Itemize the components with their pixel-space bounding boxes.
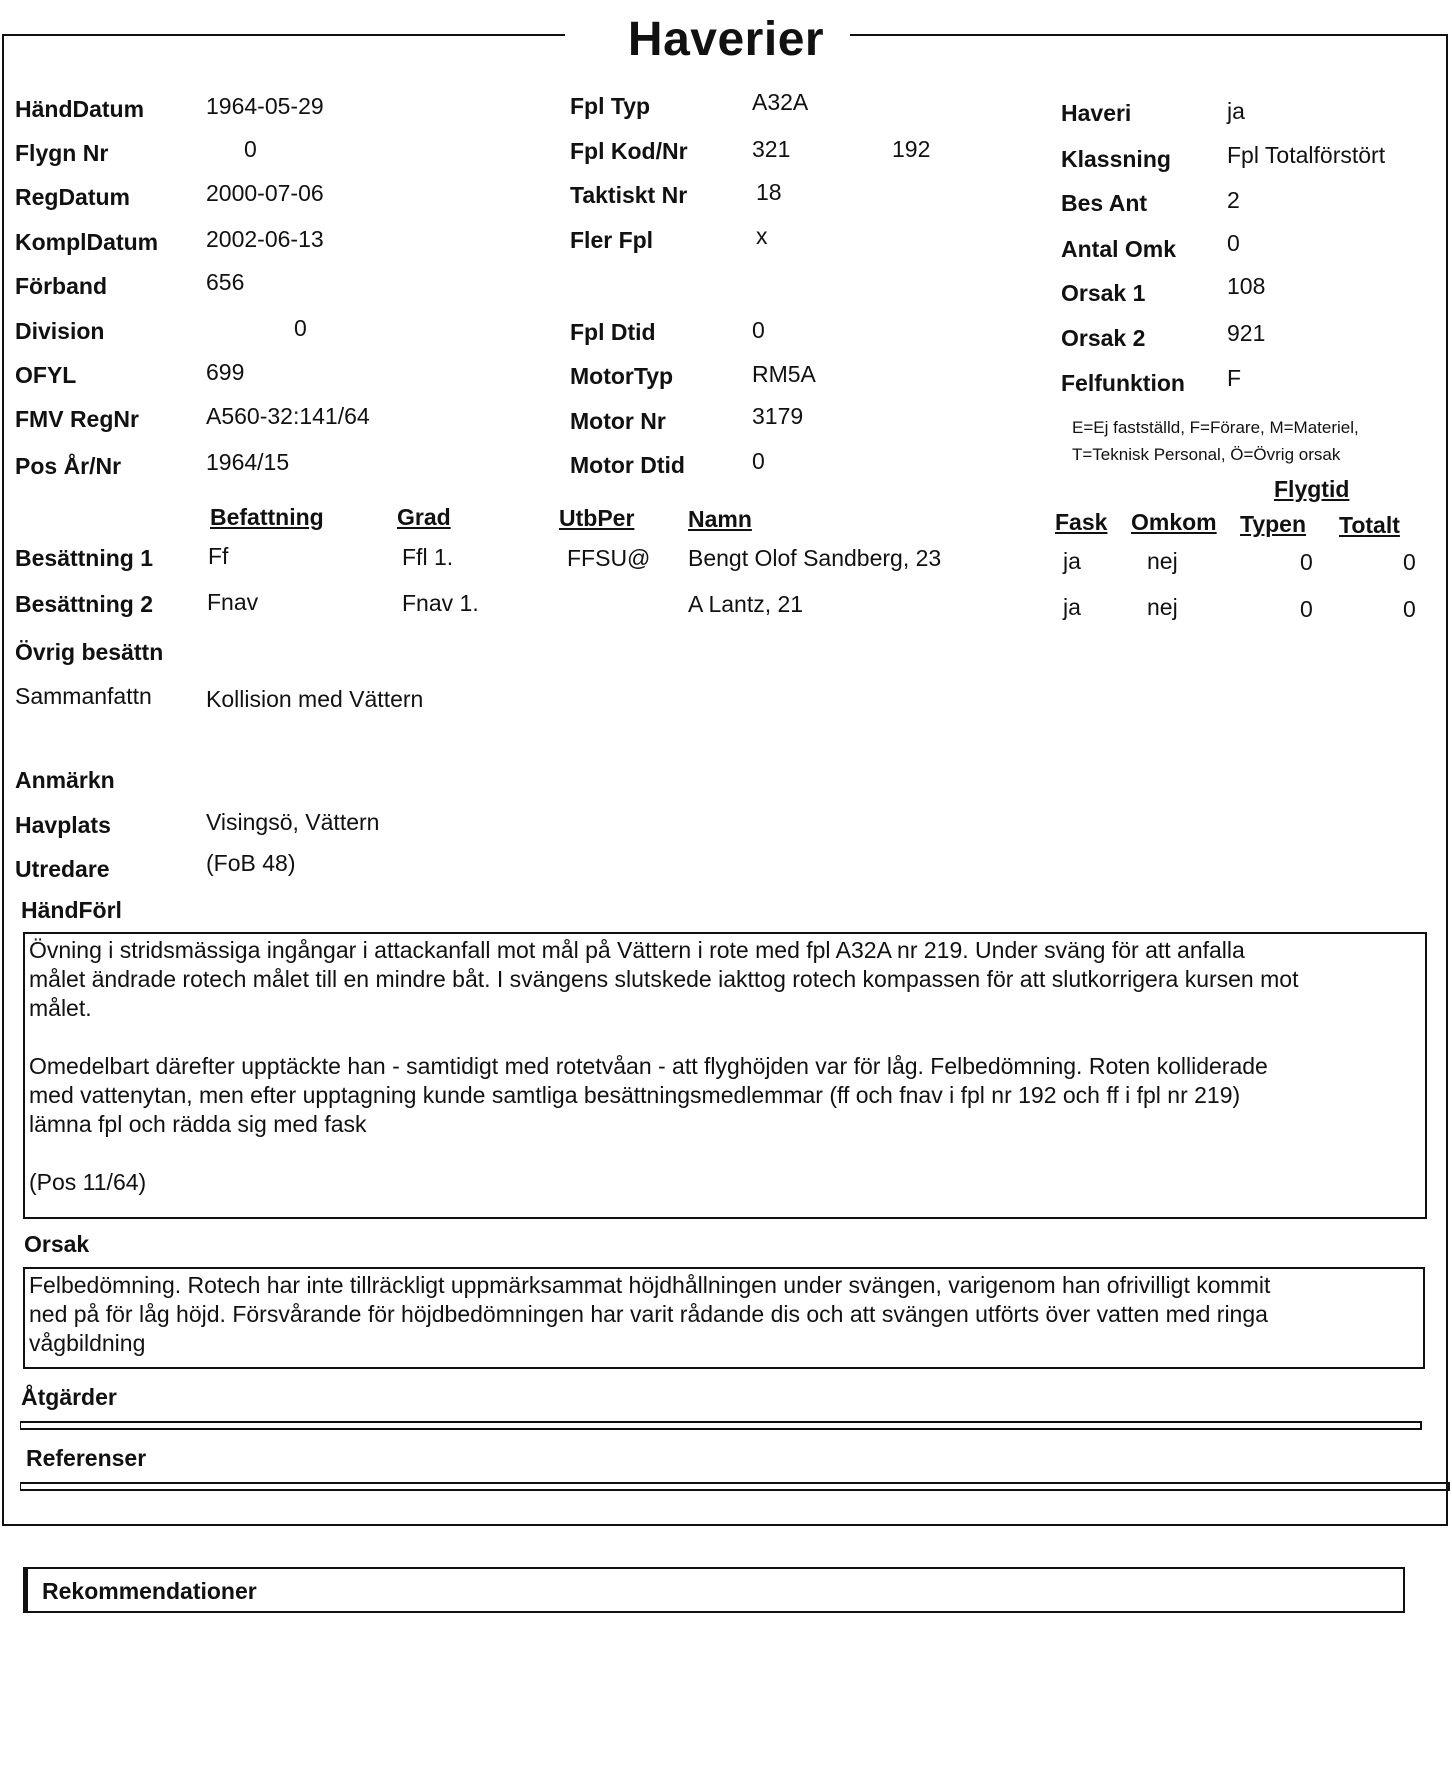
col1-label-6: Division xyxy=(15,318,105,344)
handforl-line-1: Övning i stridsmässiga ingångar i attackanfall mot mål på Vättern i rote med fpl A32A nr 219. Under sväng för att anfalla xyxy=(29,937,1245,963)
col3-label-7: Felfunktion xyxy=(1061,370,1185,396)
referenser-field xyxy=(20,1482,1450,1491)
orsak-text-box xyxy=(23,1267,1425,1369)
crew-row-1-omkom: nej xyxy=(1147,548,1178,574)
col3-value-2: Fpl Totalförstört xyxy=(1227,142,1386,168)
header-totalt: Totalt xyxy=(1339,512,1400,538)
header-typen: Typen xyxy=(1240,511,1307,537)
crew-row-2-namn: A Lantz, 21 xyxy=(688,591,804,617)
col1-label-8: FMV RegNr xyxy=(15,406,139,432)
col3-value-3: 2 xyxy=(1227,187,1240,213)
rekommendationer-box xyxy=(23,1567,1405,1613)
col1-value-2: 0 xyxy=(244,136,257,162)
crew-row-1-utbper: FFSU@ xyxy=(567,545,651,571)
ovrig-besattn-label: Övrig besättn xyxy=(15,639,164,665)
col2-label-3: Taktiskt Nr xyxy=(570,182,688,208)
col2-label-4: Fler Fpl xyxy=(570,227,654,253)
crew-row-1-typen: 0 xyxy=(1300,549,1313,575)
orsak-line-1: Felbedömning. Rotech har inte tillräckligt uppmärksammat höjdhållningen under svängen, varigenom han ofrivilligt kommit xyxy=(29,1272,1271,1298)
orsak-lines xyxy=(29,1271,1419,1358)
col1-value-8: A560-32:141/64 xyxy=(206,403,370,429)
header-flygtid: Flygtid xyxy=(1274,476,1350,502)
handforl-text-box xyxy=(23,932,1427,1219)
col3-label-2: Klassning xyxy=(1061,146,1171,172)
col1-label-9: Pos År/Nr xyxy=(15,453,122,479)
col2-label-6: MotorTyp xyxy=(570,363,674,389)
handforl-line-6: med vattenytan, men efter upptagning kunde samtliga besättningsmedlemmar (ff och fnav i fpl nr 192 och ff i fpl nr 219) xyxy=(29,1082,1241,1108)
crew-row-2-grad: Fnav 1. xyxy=(402,590,479,616)
handforl-line-7: lämna fpl och rädda sig med fask xyxy=(29,1111,367,1137)
havplats-label: Havplats xyxy=(15,812,111,838)
col3-value-4: 0 xyxy=(1227,230,1240,256)
col1-value-3: 2000-07-06 xyxy=(206,180,324,206)
col1-value-7: 699 xyxy=(206,359,245,385)
felfunktion-note-line-2: T=Teknisk Personal, Ö=Övrig orsak xyxy=(1072,445,1341,464)
col3-value-7: F xyxy=(1227,365,1242,391)
havplats-value: Visingsö, Vättern xyxy=(206,809,380,835)
crew-row-1-totalt: 0 xyxy=(1403,549,1416,575)
col1-value-6: 0 xyxy=(294,315,307,341)
col3-label-1: Haveri xyxy=(1061,100,1132,126)
col2-value-5: 0 xyxy=(752,317,765,343)
crew-row-2-totalt: 0 xyxy=(1403,596,1416,622)
header-befattning: Befattning xyxy=(210,504,324,530)
col1-label-2: Flygn Nr xyxy=(15,140,109,166)
col1-label-1: HändDatum xyxy=(15,96,145,122)
anmarkn-label: Anmärkn xyxy=(15,767,115,793)
crew-row-2-fask: ja xyxy=(1063,594,1081,620)
col3-value-1: ja xyxy=(1227,98,1245,124)
col1-label-3: RegDatum xyxy=(15,184,131,210)
sammanfattn-label: Sammanfattn xyxy=(15,683,152,709)
crew-row-2-typen: 0 xyxy=(1300,596,1313,622)
handforl-lines xyxy=(29,936,1421,1197)
col2-value-8: 0 xyxy=(752,448,765,474)
col2-value-1: A32A xyxy=(752,89,809,115)
col2-value-4: x xyxy=(756,223,768,249)
col1-label-5: Förband xyxy=(15,273,107,299)
col2-label-1: Fpl Typ xyxy=(570,93,651,119)
orsak-line-3: vågbildning xyxy=(29,1330,146,1356)
col1-value-5: 656 xyxy=(206,269,245,295)
col2-value2-2: 192 xyxy=(892,136,931,162)
crew-row-2-omkom: nej xyxy=(1147,594,1178,620)
col2-label-5: Fpl Dtid xyxy=(570,319,656,345)
referenser-label: Referenser xyxy=(26,1445,147,1471)
header-grad: Grad xyxy=(397,504,451,530)
col2-label-7: Motor Nr xyxy=(570,408,666,434)
rekommendationer-label: Rekommendationer xyxy=(42,1578,257,1604)
col1-value-1: 1964-05-29 xyxy=(206,93,324,119)
utredare-label: Utredare xyxy=(15,856,110,882)
handforl-line-5: Omedelbart därefter upptäckte han - samtidigt med rotetvåan - att flyghöjden var för låg. Felbedömning. Roten kolliderade xyxy=(29,1053,1268,1079)
utredare-value: (FoB 48) xyxy=(206,850,296,876)
header-omkom: Omkom xyxy=(1131,509,1217,535)
col3-label-5: Orsak 1 xyxy=(1061,280,1146,306)
crew-row-1-label: Besättning 1 xyxy=(15,545,154,571)
page-title: Haverier xyxy=(627,13,825,66)
col2-label-2: Fpl Kod/Nr xyxy=(570,138,688,164)
handforl-label: HändFörl xyxy=(21,897,122,923)
handforl-line-3: målet. xyxy=(29,995,92,1021)
crew-row-2-label: Besättning 2 xyxy=(15,591,154,617)
handforl-line-2: målet ändrade rotech målet till en mindre båt. I svängens slutskede iakttog rotech kompassen för att slutkorrigera kursen mot xyxy=(29,966,1299,992)
orsak-line-2: ned på för låg höjd. Försvårande för höjdbedömningen har varit rådande dis och att svängen utförts över vatten med ringa xyxy=(29,1301,1268,1327)
col3-value-6: 921 xyxy=(1227,320,1266,346)
header-namn: Namn xyxy=(688,506,752,532)
crew-row-1-namn: Bengt Olof Sandberg, 23 xyxy=(688,545,942,571)
crew-row-1-fask: ja xyxy=(1063,548,1081,574)
atgarder-label: Åtgärder xyxy=(21,1384,117,1410)
sammanfattn-value: Kollision med Vättern xyxy=(206,686,424,712)
handforl-line-4 xyxy=(29,1023,1421,1052)
col3-label-3: Bes Ant xyxy=(1061,190,1148,216)
col1-label-7: OFYL xyxy=(15,362,77,388)
header-utbper: UtbPer xyxy=(559,505,635,531)
atgarder-field xyxy=(20,1421,1422,1430)
col1-value-4: 2002-06-13 xyxy=(206,226,324,252)
crew-row-1-befattning: Ff xyxy=(208,543,229,569)
col3-label-6: Orsak 2 xyxy=(1061,325,1146,351)
col2-value-2: 321 xyxy=(752,136,791,162)
col3-value-5: 108 xyxy=(1227,273,1266,299)
handforl-line-9: (Pos 11/64) xyxy=(29,1169,147,1195)
col2-value-7: 3179 xyxy=(752,403,804,429)
col3-label-4: Antal Omk xyxy=(1061,236,1177,262)
col1-label-4: KomplDatum xyxy=(15,229,159,255)
felfunktion-note-line-1: E=Ej fastställd, F=Förare, M=Materiel, xyxy=(1072,418,1359,437)
col2-value-3: 18 xyxy=(756,179,782,205)
col1-value-9: 1964/15 xyxy=(206,449,290,475)
crew-row-2-befattning: Fnav xyxy=(207,589,259,615)
handforl-line-8 xyxy=(29,1139,1421,1168)
col2-value-6: RM5A xyxy=(752,361,816,387)
header-fask: Fask xyxy=(1055,509,1108,535)
crew-row-1-grad: Ffl 1. xyxy=(402,544,454,570)
col2-label-8: Motor Dtid xyxy=(570,452,685,478)
orsak-label: Orsak xyxy=(24,1231,90,1257)
